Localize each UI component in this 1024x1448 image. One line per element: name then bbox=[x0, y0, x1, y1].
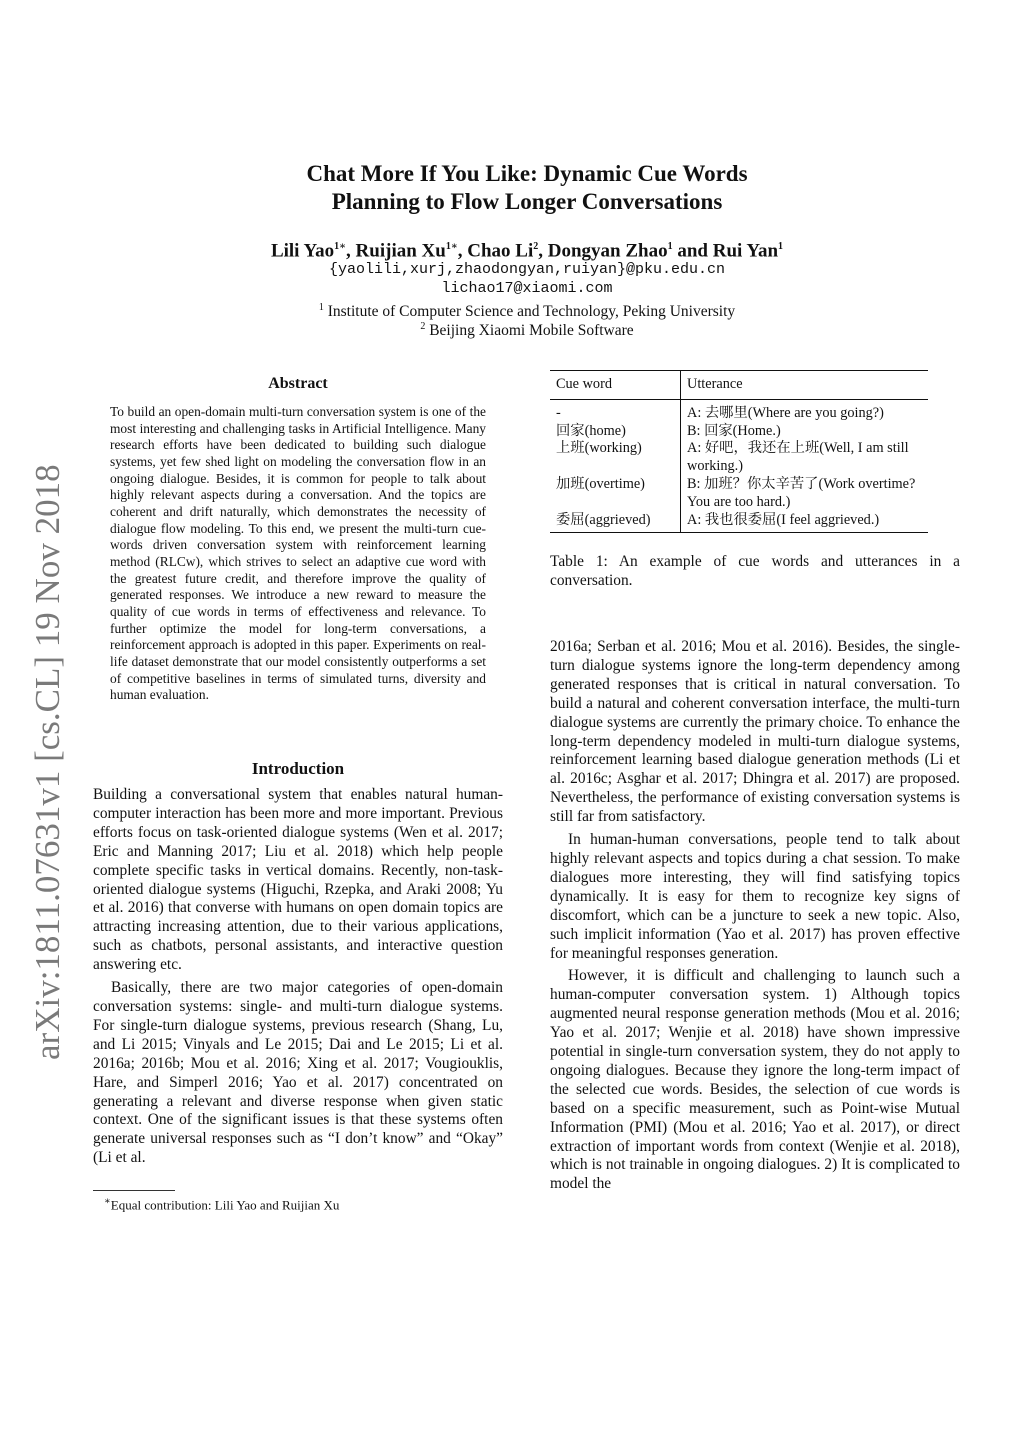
arxiv-identifier: arXiv:1811.07631v1 [cs.CL] 19 Nov 2018 bbox=[28, 464, 67, 1060]
table-caption: Table 1: An example of cue words and utterances in a conversation. bbox=[550, 553, 960, 589]
affiliation-2 bbox=[150, 317, 904, 340]
table-cell-utterance: B: 加班？你太辛苦了(Work overtime? You are too hard.) bbox=[687, 475, 916, 510]
table-row bbox=[550, 399, 928, 422]
introduction-heading: Introduction bbox=[251, 759, 345, 778]
table-cell-utterance: B: 回家(Home.) bbox=[687, 422, 781, 439]
author-separator: , bbox=[457, 240, 468, 262]
footnote-text: Equal contribution: Lili Yao and Ruijian Xu bbox=[110, 1197, 340, 1213]
author-separator: , bbox=[538, 240, 548, 262]
table-cell-utterance: A: 我也很委屈(I feel aggrieved.) bbox=[687, 511, 880, 528]
table-cell-cue: 回家(home) bbox=[550, 423, 681, 441]
table-cell-utterance: A: 去哪里(Where are you going?) bbox=[687, 404, 884, 421]
right-column-body bbox=[550, 638, 960, 1194]
author-name: Rui Yan bbox=[712, 240, 779, 262]
right-paragraph-2: In human-human conversations, people tend to talk about highly relevant aspects and topics during a chat session. To make dialogues more interesting, they will find satisfying topics dynamically. It is easy for them to recognize key signs of discomfort, which can be a juncture to seek a new topic. Also, such implicit information (Yao et al. 2017) has proven effective for meaningful responses generation. bbox=[550, 831, 960, 962]
table-row bbox=[550, 440, 928, 476]
author-name: Ruijian Xu bbox=[355, 240, 446, 262]
abstract-text: To build an open-domain multi-turn conversation system is one of the most interesting and challenging tasks in Artificial Intelligence. Many research efforts have been dedicated to building such dialogue systems, yet few shed light on modeling the conversation flow in an ongoing dialogue. Besides, it is common for people to talk about highly relevant aspects during a conversation. And the topics are coherent and drift naturally, which demonstrates the necessity of dialogue flow modeling. To this end, we present the multi-turn cue-words driven conversation system with reinforcement learning method (RLCw), which strives to select an adaptive cue word with the greatest future credit, and therefore improve the quality of generated responses. We introduce a new reward to measure the quality of cue words in terms of effectiveness and relevance. To further optimize the model for long-term conversations, a reinforcement approach is adopted in this paper. Experiments on real-life dataset demonstrate that our model consistently outperforms a set of competitive baselines in terms of simulated turns, diversity and human evaluation. bbox=[110, 404, 486, 703]
affiliation-2-mark: 2 bbox=[420, 321, 426, 332]
table-row bbox=[550, 423, 928, 441]
right-paragraph-1: 2016a; Serban et al. 2016; Mou et al. 2016). Besides, the single-turn dialogue systems ignore the long-term dependency among generated responses that is critical in natural conversation. To build a natural and coherent conversation interface, the multi-turn dialogue systems are currently the primary choice. To enhance the long-term dependency modeled in multi-turn dialogue systems, reinforcement learning based dialogue generation methods (Li et al. 2016c; Asghar et al. 2017; Dhingra et al. 2017) are proposed. Nevertheless, the performance of existing conversation systems is still far from satisfactory. bbox=[550, 638, 960, 826]
abstract-heading: Abstract bbox=[268, 375, 328, 392]
author-email-pku: {yaolili,xurj,zhaodongyan,ruiyan}@pku.edu.cn bbox=[328, 261, 726, 278]
paper-title bbox=[150, 160, 904, 216]
table-row bbox=[550, 512, 928, 533]
footnote bbox=[104, 1194, 339, 1213]
affiliation-2-text: Beijing Xiaomi Mobile Software bbox=[429, 322, 634, 340]
introduction-body bbox=[93, 786, 503, 1168]
table-cell-cue: 上班(working) bbox=[550, 440, 681, 476]
author-separator: , bbox=[346, 240, 356, 262]
author-name: Dongyan Zhao bbox=[547, 240, 668, 262]
table-cue-words bbox=[550, 370, 928, 533]
author-affiliation-mark: 1 bbox=[667, 241, 673, 252]
right-paragraph-3: However, it is difficult and challenging to launch such a human-computer conversation system. 1) Although topics augmented neural response generation methods (Mou et al. 2016; Yao et al. 2017; Wenjie et al. 2018) have shown impressive potential in single-turn conversation system, they do not apply to ongoing dialogues. Because they ignore the long-term impact of the selected cue words. Besides, the selection of cue words is based on a specific measurement, such as Point-wise Mutual Information (PMI) (Mou et al. 2016; Yao et al. 2017), or direct extraction of important words from context (Wenjie et al. 2018), which is not trainable in ongoing dialogues. 2) It is complicated to model the bbox=[550, 967, 960, 1193]
footnote-mark: ∗ bbox=[104, 1196, 111, 1207]
cue-word-table bbox=[550, 370, 928, 533]
table-cell-cue: 委屈(aggrieved) bbox=[550, 512, 681, 533]
footnote-divider bbox=[93, 1190, 175, 1191]
title-line-1: Chat More If You Like: Dynamic Cue Words bbox=[306, 161, 748, 186]
table-header-cue: Cue word bbox=[550, 371, 681, 400]
author-email-xiaomi: lichao17@xiaomi.com bbox=[441, 280, 613, 297]
intro-paragraph-1: Building a conversational system that enables natural human-computer interaction has been more and more important. Previous efforts focus on task-oriented dialogue systems (Wen et al. 2017; Eric and Manning 2017; Liu et al. 2018) which help people complete specific tasks in vertical domains. Recently, non-task-oriented dialogue systems (Higuchi, Rzepka, and Araki 2008; Yu et al. 2016) that converse with humans on open domain topics are attracting increasing attention, due to their various applications, such as chatbots, personal assistants, and interactive question answering etc. bbox=[93, 786, 503, 974]
author-name: Lili Yao bbox=[270, 240, 335, 262]
author-affiliation-mark: 1∗ bbox=[445, 241, 458, 252]
title-line-2: Planning to Flow Longer Conversations bbox=[331, 189, 723, 214]
author-separator: and bbox=[672, 240, 713, 262]
affiliation-1-text: Institute of Computer Science and Technology, Peking University bbox=[327, 303, 736, 321]
affiliation-1-mark: 1 bbox=[318, 302, 324, 313]
author-affiliation-mark: 1 bbox=[778, 241, 784, 252]
table-cell-utterance: A: 好吧，我还在上班(Well, I am still working.) bbox=[687, 440, 909, 475]
table-header-utterance: Utterance bbox=[687, 376, 743, 392]
author-affiliation-mark: 1∗ bbox=[334, 241, 347, 252]
author-name: Chao Li bbox=[467, 240, 534, 262]
intro-paragraph-2: Basically, there are two major categories of open-domain conversation systems: single- and multi-turn dialogue systems. For single-turn dialogue systems, previous research (Shang, Lu, and Li 2015; Vinyals and Le 2015; Dai and Le 2015; Li et al. 2016a; 2016b; Mou et al. 2016; Xing et al. 2017; Vougiouklis, Hare, and Simperl 2016; Yao et al. 2017) concentrated on generating a relevant and diverse response when given static context. One of the significant issues is that these systems often generate universal responses such as “I don’t know” and “Okay” (Li et al. bbox=[93, 979, 503, 1167]
table-row bbox=[550, 476, 928, 512]
table-header-row bbox=[550, 371, 928, 400]
table-cell-cue: - bbox=[550, 399, 681, 422]
author-affiliation-mark: 2 bbox=[533, 241, 539, 252]
table-cell-cue: 加班(overtime) bbox=[550, 476, 681, 512]
